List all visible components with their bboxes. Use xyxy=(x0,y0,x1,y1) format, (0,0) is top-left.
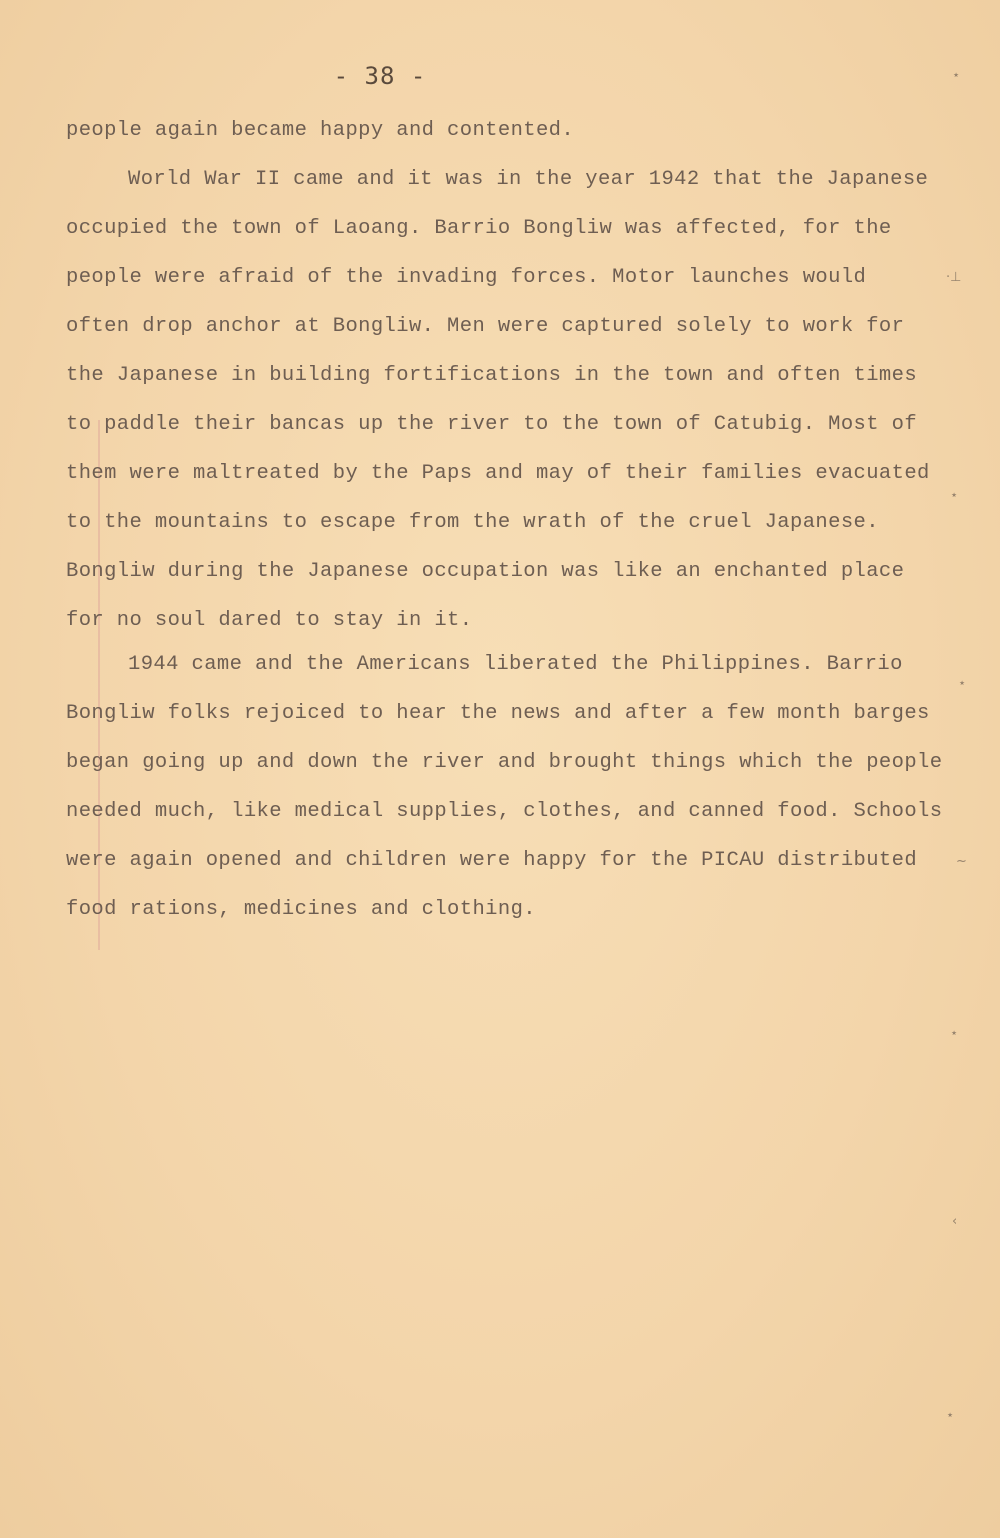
text-line: needed much, like medical supplies, clothes, and canned food. Schools xyxy=(66,800,943,823)
body-text xyxy=(66,106,946,934)
text-line: occupied the town of Laoang. Barrio Bongliw was affected, for the xyxy=(66,217,892,240)
binding-mark: ⋆ xyxy=(958,676,967,691)
paragraph-start-line: World War II came and it was in the year 1942 that the Japanese xyxy=(128,168,929,191)
text-line: to the mountains to escape from the wrath of the cruel Japanese. xyxy=(66,511,879,534)
text-line: the Japanese in building fortifications in the town and often times xyxy=(66,364,918,387)
text-line: them were maltreated by the Paps and may of their families evacuated xyxy=(66,462,930,485)
text-line: often drop anchor at Bongliw. Men were captured solely to work for xyxy=(66,315,905,338)
binding-mark: ~ xyxy=(956,854,967,869)
paragraph-start-line: 1944 came and the Americans liberated the Philippines. Barrio xyxy=(128,653,903,676)
binding-mark: ⋆ xyxy=(952,68,961,83)
text-line: people were afraid of the invading forces. Motor launches would xyxy=(66,266,867,289)
text-line: Bongliw during the Japanese occupation was like an enchanted place xyxy=(66,560,905,583)
binding-mark: ⋆ xyxy=(950,488,959,503)
binding-mark: ⋆ xyxy=(950,1026,959,1041)
text-line: people again became happy and contented. xyxy=(66,119,575,142)
page-number: - 38 - xyxy=(333,62,427,90)
binding-mark: ‹ xyxy=(952,1214,958,1229)
text-line: were again opened and children were happy for the PICAU distributed xyxy=(66,849,918,872)
text-line: for no soul dared to stay in it. xyxy=(66,609,473,632)
text-line: began going up and down the river and brought things which the people xyxy=(66,751,943,774)
binding-mark: ⋆ xyxy=(946,1408,955,1423)
text-line: Bongliw folks rejoiced to hear the news and after a few month barges xyxy=(66,702,930,725)
text-line: food rations, medicines and clothing. xyxy=(66,898,536,921)
text-line: to paddle their bancas up the river to the town of Catubig. Most of xyxy=(66,413,918,436)
binding-mark: ·⊥ xyxy=(946,270,962,285)
